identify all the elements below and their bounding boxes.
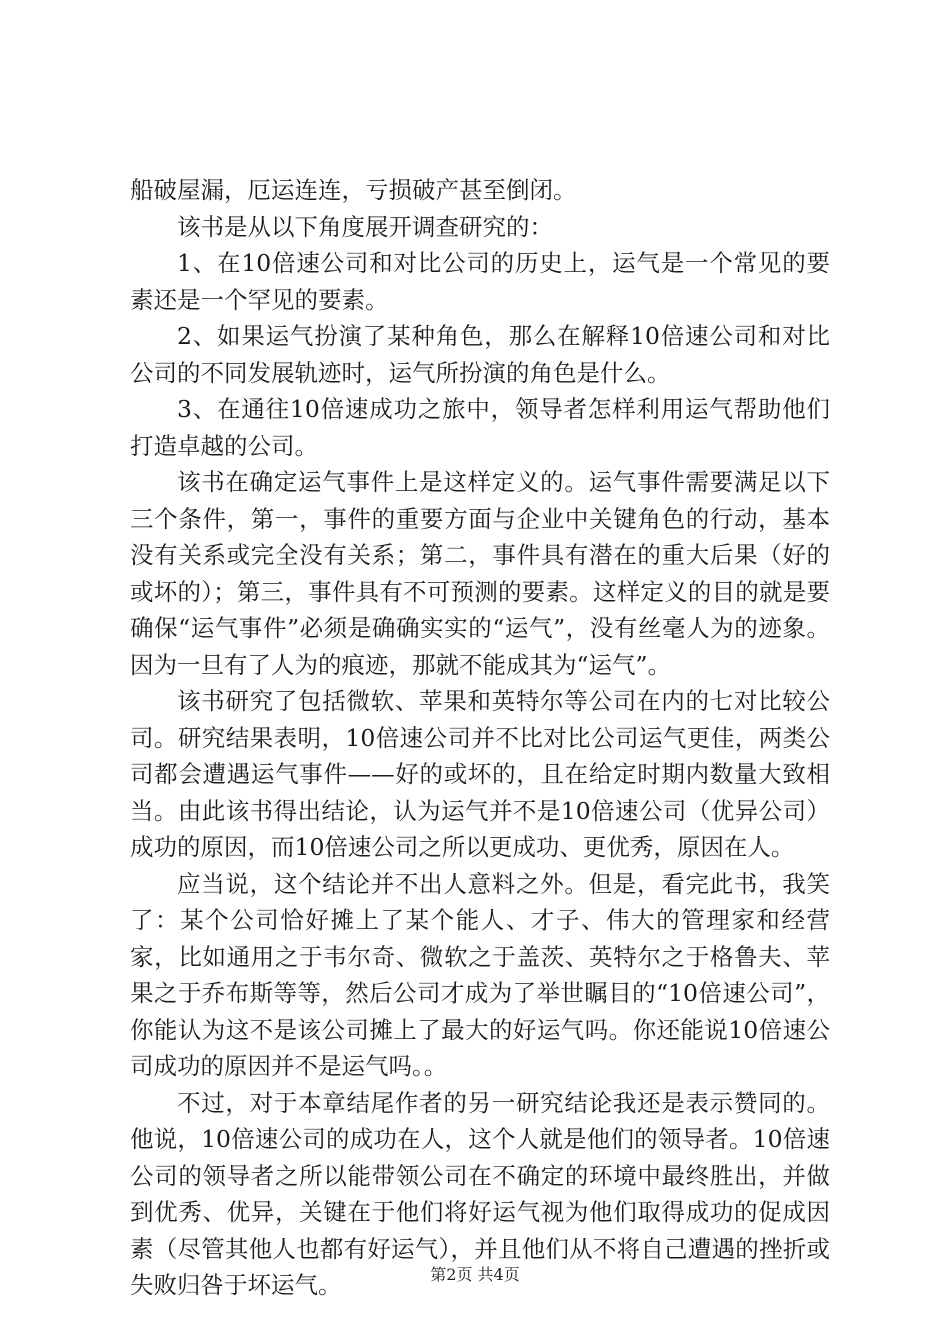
paragraph-intro: 该书是从以下角度展开调查研究的： <box>177 212 553 241</box>
paragraph-definition: 该书在确定运气事件上是这样定义的。运气事件需要满足以下三个条件，第一，事件的重要方面与企业中关键角色的行动，基本没有关系或完全没有关系；第二，事件具有潜在的重大后果（好的或坏的）；第三，事件具有不可预测的要素。这样定义的目的就是要确保“运气事件”必须是确确实实的“运气”，没有丝毫人为的迹象。因为一旦有了人为的痕迹，那就不能成其为“运气”。 <box>130 468 830 679</box>
paragraph-opinion: 应当说，这个结论并不出人意料之外。但是，看完此书，我笑了：某个公司恰好摊上了某个能人、才子、伟大的管理家和经营家，比如通用之于韦尔奇、微软之于盖茨、英特尔之于格鲁夫、苹果之于乔布斯等等，然后公司才成为了举世瞩目的“10倍速公司”，你能认为这不是该公司摊上了最大的好运气吗。你还能说10倍速公司成功的原因并不是运气吗。。 <box>130 869 830 1080</box>
document-body <box>130 172 830 1304</box>
paragraph-point-3: 3、在通往10倍速成功之旅中，领导者怎样利用运气帮助他们打造卓越的公司。 <box>130 395 830 460</box>
page-footer: 第2页 共4页 <box>430 1265 520 1284</box>
paragraph-point-1: 1、在10倍速公司和对比公司的历史上，运气是一个常见的要素还是一个罕见的要素。 <box>130 249 830 314</box>
paragraph-research: 该书研究了包括微软、苹果和英特尔等公司在内的七对比较公司。研究结果表明，10倍速公司并不比对比公司运气更佳，两类公司都会遭遇运气事件——好的或坏的，且在给定时期内数量大致相当。由此该书得出结论，认为运气并不是10倍速公司（优异公司）成功的原因，而10倍速公司之所以更成功、更优秀，原因在人。 <box>130 687 830 861</box>
paragraph-point-2: 2、如果运气扮演了某种角色，那么在解释10倍速公司和对比公司的不同发展轨迹时，运气所扮演的角色是什么。 <box>130 322 830 387</box>
paragraph-conclusion: 不过，对于本章结尾作者的另一研究结论我还是表示赞同的。他说，10倍速公司的成功在人，这个人就是他们的领导者。10倍速公司的领导者之所以能带领公司在不确定的环境中最终胜出，并做到优秀、优异，关键在于他们将好运气视为他们取得成功的促成因素（尽管其他人也都有好运气），并且他们从不将自己遭遇的挫折或失败归咎于坏运气。 <box>130 1088 830 1299</box>
paragraph-continuation: 船破屋漏，厄运连连，亏损破产甚至倒闭。 <box>130 176 577 204</box>
